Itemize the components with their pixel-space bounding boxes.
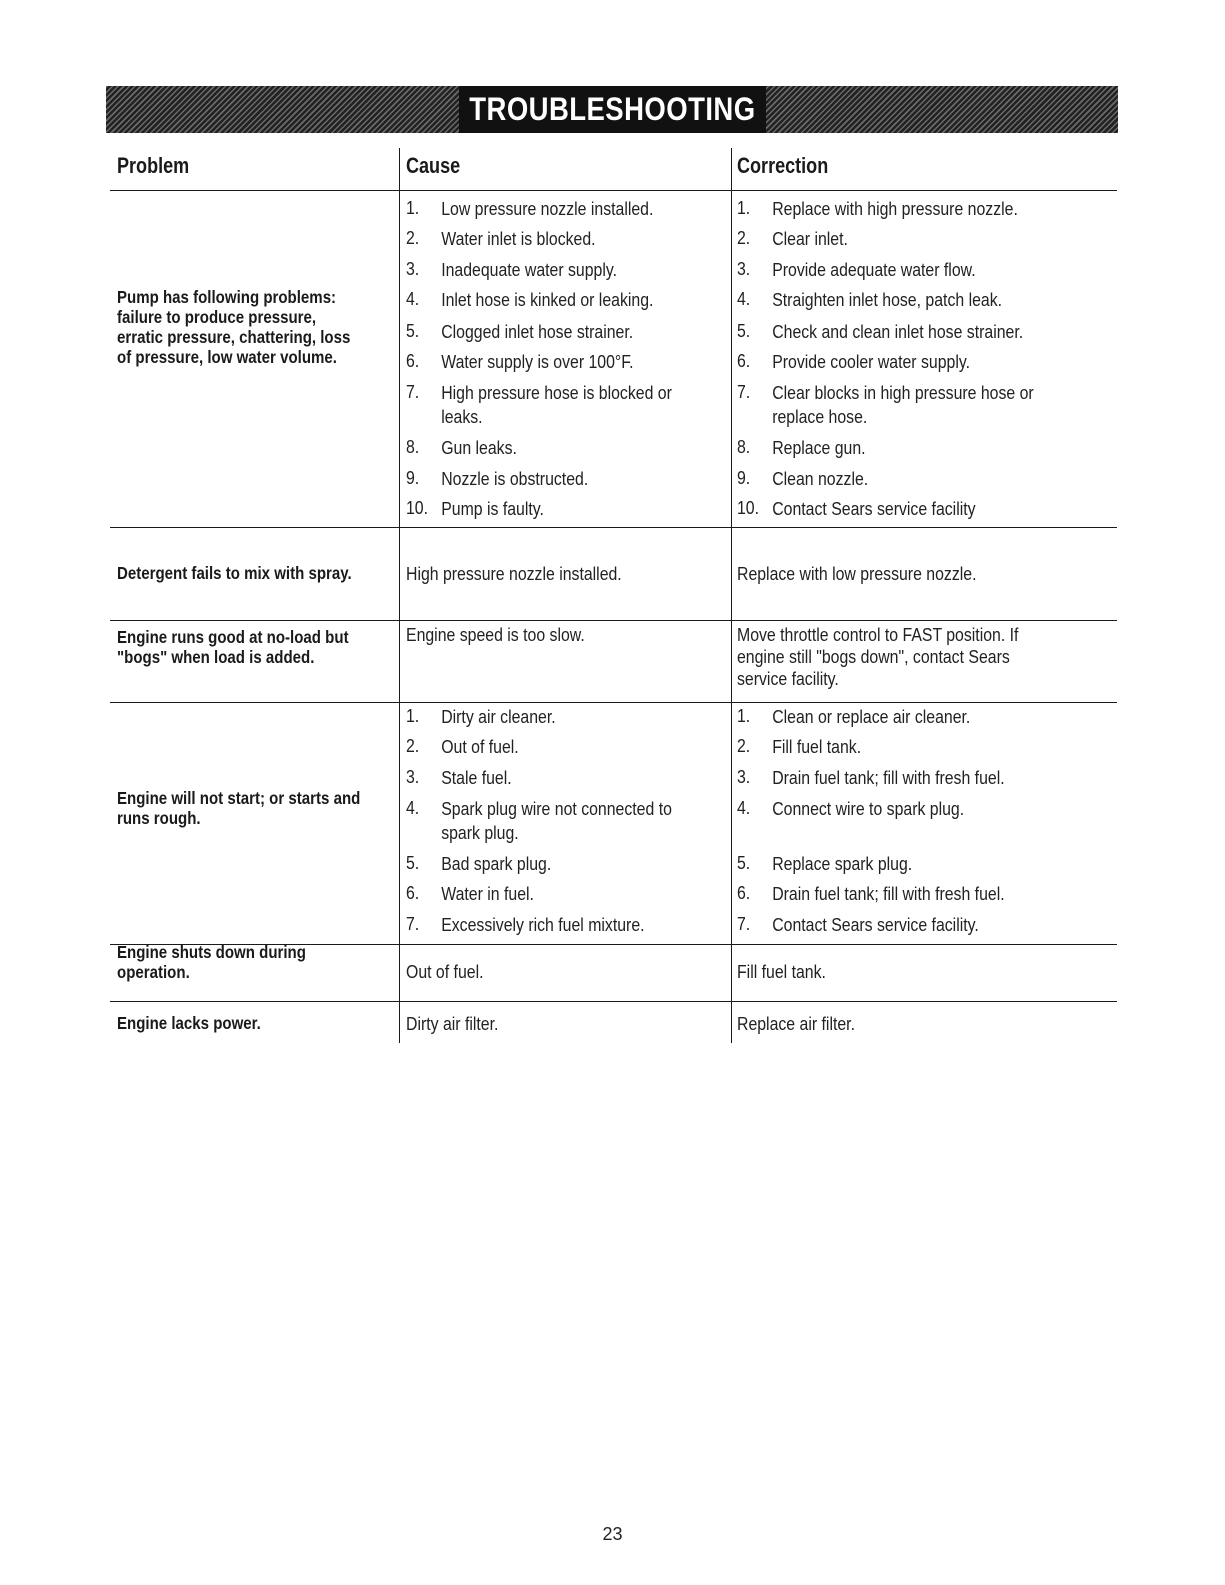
cause-item-text: Low pressure nozzle installed. [441, 199, 654, 219]
problem-line: Engine lacks power. [117, 1013, 261, 1033]
cause-item-body [441, 797, 672, 845]
header-problem: Problem [117, 153, 190, 178]
correction-item-text: Provide cooler water supply. [772, 352, 971, 372]
row-divider [110, 527, 1117, 528]
cause-item-text: Dirty air filter. [406, 1014, 499, 1034]
problem-line: "bogs" when load is added. [117, 647, 315, 667]
correction-item-text: Straighten inlet hose, patch leak. [772, 290, 1003, 310]
correction-item-text: Replace air filter. [737, 1014, 855, 1034]
cause-item-body [441, 735, 518, 759]
correction-item-body [772, 852, 912, 876]
cause-item-body [441, 436, 517, 460]
problem-line: Pump has following problems: [117, 287, 337, 307]
cause-item-body [441, 852, 551, 876]
row-divider [110, 702, 1117, 703]
cause-item-body [441, 258, 617, 282]
correction-item-body [772, 320, 1023, 344]
correction-item-number: 5. [737, 853, 751, 873]
correction-item-number: 1. [737, 706, 751, 726]
correction-item-text: Drain fuel tank; fill with fresh fuel. [772, 884, 1005, 904]
cause-item-number: 7. [406, 914, 420, 934]
correction-item-body [772, 197, 1018, 221]
correction-item-text: Contact Sears service facility. [772, 915, 979, 935]
correction-item-body [772, 227, 848, 251]
correction-item-text: Move throttle control to FAST position. If [737, 625, 1019, 645]
correction-item-body [772, 350, 970, 374]
cause-item-text: Nozzle is obstructed. [441, 469, 589, 489]
cause-item-text: High pressure hose is blocked or [441, 383, 672, 403]
correction-item-text: engine still "bogs down", contact Sears [737, 647, 1010, 667]
cause-item-body [441, 705, 555, 729]
row-divider [110, 190, 1117, 191]
cause-item-number: 4. [406, 289, 420, 309]
cause-item-body [441, 467, 588, 491]
correction-item-number: 8. [737, 437, 751, 457]
cause-item-body [441, 497, 544, 521]
correction-item-text: Replace with low pressure nozzle. [737, 564, 977, 584]
header-correction: Correction [737, 153, 829, 178]
cause-item-body [441, 197, 653, 221]
cause-item-number: 9. [406, 468, 420, 488]
correction-item-text: Replace spark plug. [772, 854, 913, 874]
problem-cell [117, 788, 360, 828]
problem-line: Detergent fails to mix with spray. [117, 563, 352, 583]
cause-item-text: Pump is faulty. [441, 499, 544, 519]
cause-item-number: 10. [406, 498, 429, 518]
cause-item-number: 6. [406, 883, 420, 903]
correction-item-body [772, 381, 1033, 429]
problem-line: Engine runs good at no-load but [117, 627, 349, 647]
correction-item-text: Clean or replace air cleaner. [772, 707, 971, 727]
column-divider [731, 148, 732, 1043]
cause-item-number: 2. [406, 736, 420, 756]
cause-item-text: Dirty air cleaner. [441, 707, 556, 727]
correction-item-number: 6. [737, 883, 751, 903]
cause-item-body [441, 350, 633, 374]
cause-item-body [406, 562, 622, 586]
cause-item-text: Water inlet is blocked. [441, 229, 596, 249]
cause-item-text: Inadequate water supply. [441, 260, 618, 280]
cause-item-body [406, 1012, 498, 1036]
correction-item-body [772, 497, 975, 521]
cause-item-number: 2. [406, 228, 420, 248]
cause-item-number: 4. [406, 798, 420, 818]
correction-item-body [772, 735, 861, 759]
correction-item-number: 7. [737, 914, 751, 934]
correction-item-number: 7. [737, 382, 751, 402]
cause-item-body [441, 288, 653, 312]
cause-item-text: Out of fuel. [441, 737, 519, 757]
correction-item-number: 6. [737, 351, 751, 371]
correction-item-text: Check and clean inlet hose strainer. [772, 322, 1024, 342]
cause-item-text: Engine speed is too slow. [406, 625, 585, 645]
correction-item-body [772, 705, 970, 729]
problem-line: of pressure, low water volume. [117, 347, 337, 367]
page-title: TROUBLESHOOTING [459, 86, 766, 133]
correction-item-number: 4. [737, 289, 751, 309]
correction-item-number: 2. [737, 228, 751, 248]
correction-item-body [772, 258, 975, 282]
correction-item-text: service facility. [737, 669, 839, 689]
cause-item-number: 1. [406, 706, 420, 726]
correction-item-number: 1. [737, 198, 751, 218]
cause-item-text: Inlet hose is kinked or leaking. [441, 290, 654, 310]
correction-item-text: Replace gun. [772, 438, 866, 458]
page-number: 23 [602, 1524, 623, 1544]
correction-item-number: 3. [737, 259, 751, 279]
correction-item-number: 5. [737, 321, 751, 341]
problem-line: runs rough. [117, 808, 201, 828]
correction-item-number: 4. [737, 798, 751, 818]
problem-cell [117, 942, 306, 982]
cause-item-number: 6. [406, 351, 420, 371]
correction-item-text: replace hose. [772, 407, 868, 427]
cause-item-body [406, 960, 483, 984]
cause-item-text: Stale fuel. [441, 768, 512, 788]
correction-item-body [772, 797, 964, 821]
problem-line: erratic pressure, chattering, loss [117, 327, 351, 347]
problem-line: Engine will not start; or starts and [117, 788, 361, 808]
correction-item-text: Connect wire to spark plug. [772, 799, 965, 819]
row-divider [110, 620, 1117, 621]
cause-item-text: High pressure nozzle installed. [406, 564, 622, 584]
cause-item-number: 3. [406, 259, 420, 279]
cause-item-text: Spark plug wire not connected to [441, 799, 672, 819]
problem-line: Engine shuts down during [117, 942, 306, 962]
correction-item-body [737, 624, 1018, 690]
cause-item-text: Water supply is over 100°F. [441, 352, 634, 372]
problem-line: failure to produce pressure, [117, 307, 317, 327]
problem-cell [117, 627, 349, 667]
cause-item-number: 7. [406, 382, 420, 402]
cause-item-text: leaks. [441, 407, 483, 427]
title-banner [106, 86, 1118, 133]
correction-item-text: Clear blocks in high pressure hose or [772, 383, 1034, 403]
correction-item-text: Contact Sears service facility [772, 499, 976, 519]
cause-item-body [441, 227, 595, 251]
correction-item-text: Fill fuel tank. [737, 962, 826, 982]
correction-item-text: Drain fuel tank; fill with fresh fuel. [772, 768, 1005, 788]
correction-item-body [772, 882, 1004, 906]
correction-item-body [737, 960, 826, 984]
problem-cell [117, 1013, 261, 1033]
correction-item-text: Clean nozzle. [772, 469, 869, 489]
cause-item-body [406, 624, 585, 646]
correction-item-number: 2. [737, 736, 751, 756]
correction-item-body [772, 436, 865, 460]
correction-item-number: 10. [737, 498, 760, 518]
cause-item-text: Water in fuel. [441, 884, 534, 904]
correction-item-number: 9. [737, 468, 751, 488]
column-divider [399, 148, 400, 1043]
cause-item-number: 5. [406, 853, 420, 873]
correction-item-body [737, 1012, 855, 1036]
cause-item-text: Out of fuel. [406, 962, 484, 982]
row-divider [110, 1001, 1117, 1002]
correction-item-text: Provide adequate water flow. [772, 260, 976, 280]
correction-item-number: 3. [737, 767, 751, 787]
correction-item-body [772, 288, 1002, 312]
cause-item-text: Bad spark plug. [441, 854, 552, 874]
correction-item-body [772, 913, 979, 937]
cause-item-body [441, 882, 534, 906]
cause-item-text: Gun leaks. [441, 438, 517, 458]
correction-item-body [772, 467, 868, 491]
problem-line: operation. [117, 962, 190, 982]
cause-item-number: 3. [406, 767, 420, 787]
cause-item-number: 8. [406, 437, 420, 457]
problem-cell [117, 563, 352, 583]
cause-item-text: spark plug. [441, 823, 519, 843]
cause-item-text: Excessively rich fuel mixture. [441, 915, 645, 935]
cause-item-body [441, 320, 633, 344]
correction-item-text: Fill fuel tank. [772, 737, 862, 757]
cause-item-body [441, 913, 644, 937]
header-cause: Cause [406, 153, 461, 178]
cause-item-body [441, 766, 511, 790]
correction-item-body [737, 562, 976, 586]
problem-cell [117, 287, 350, 367]
cause-item-number: 5. [406, 321, 420, 341]
cause-item-text: Clogged inlet hose strainer. [441, 322, 634, 342]
correction-item-text: Replace with high pressure nozzle. [772, 199, 1018, 219]
cause-item-body [441, 381, 672, 429]
correction-item-text: Clear inlet. [772, 229, 848, 249]
cause-item-number: 1. [406, 198, 420, 218]
correction-item-body [772, 766, 1004, 790]
